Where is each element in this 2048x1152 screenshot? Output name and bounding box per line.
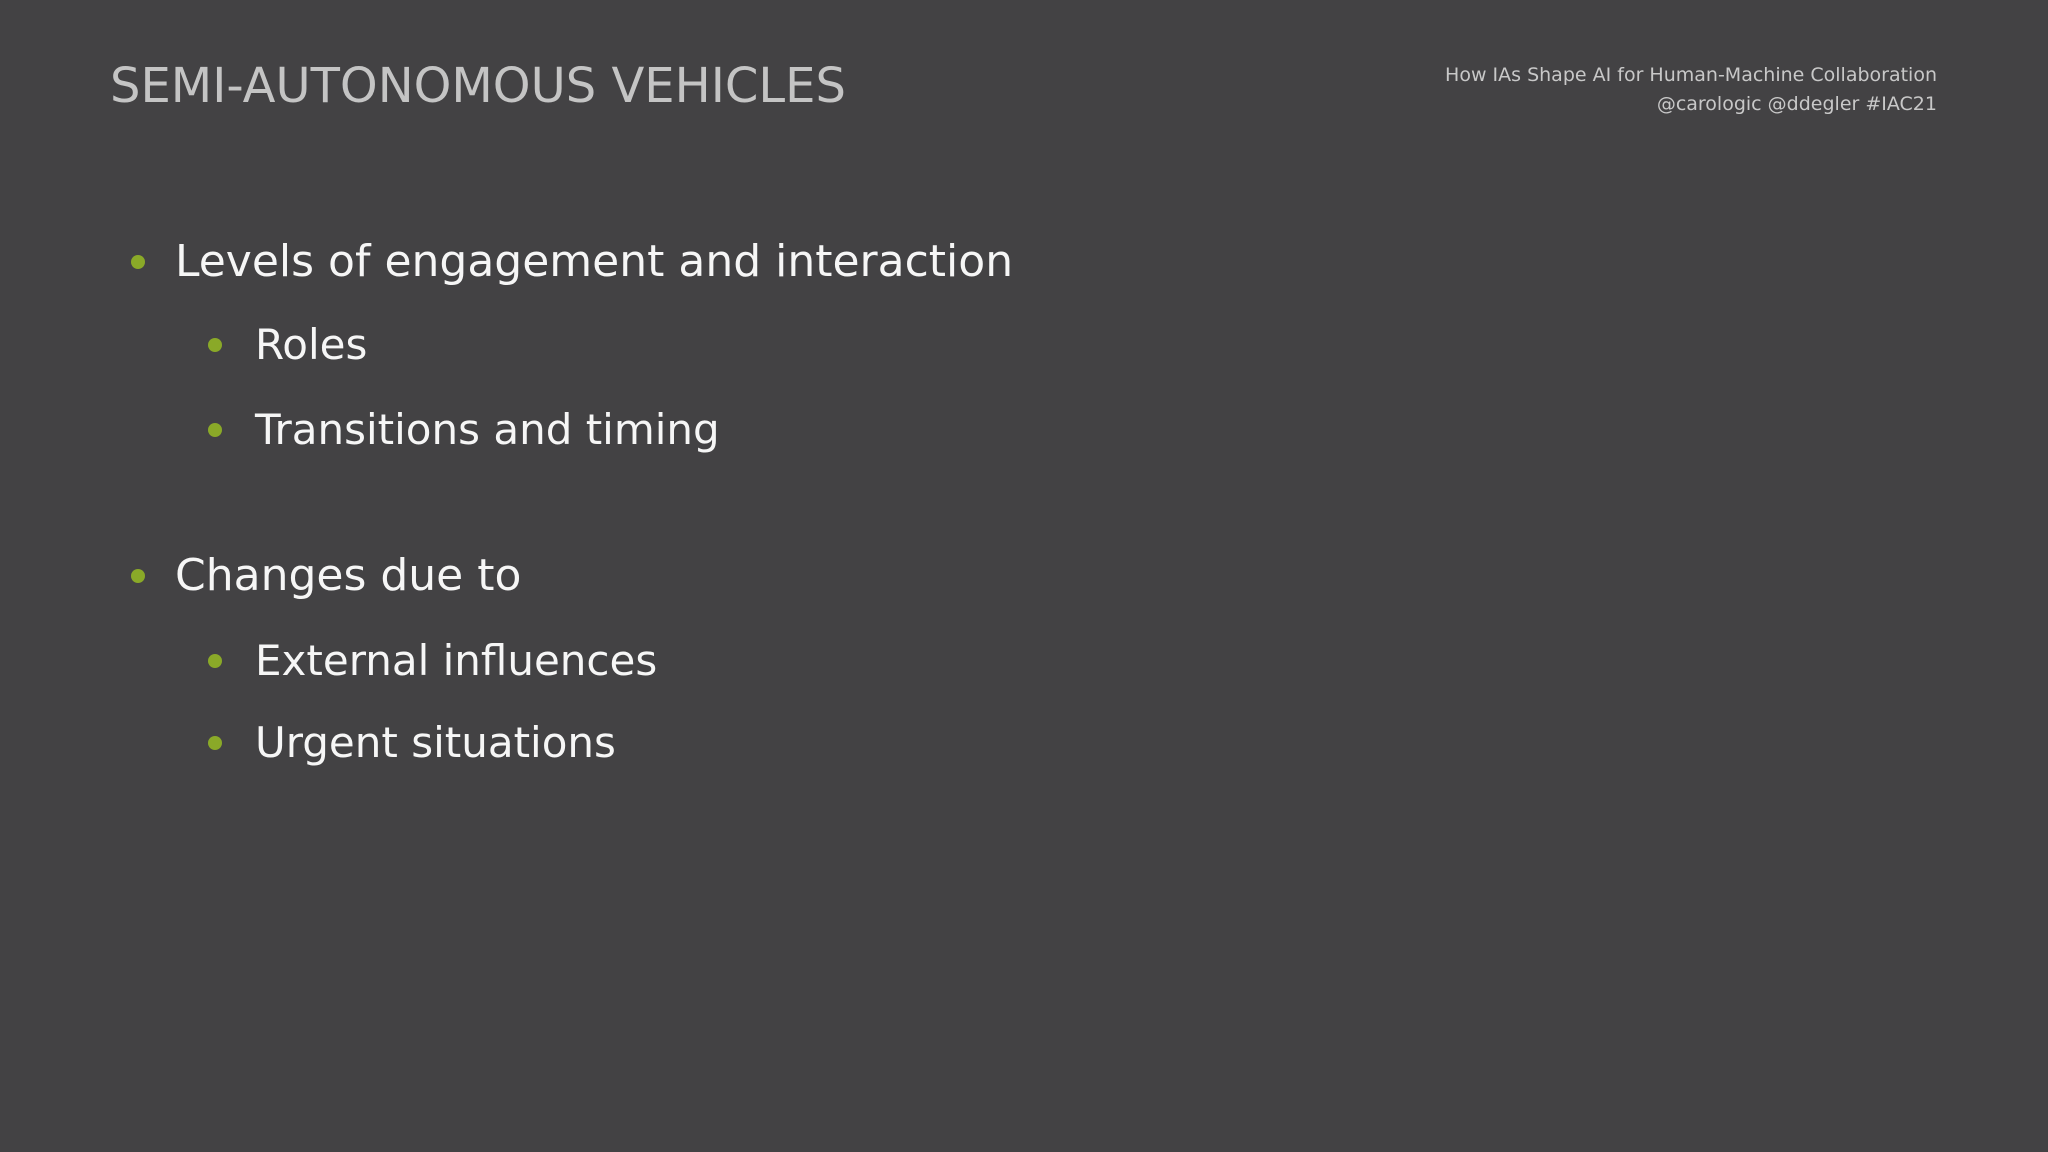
bullet-text: Levels of engagement and interaction	[175, 236, 1014, 287]
bullet-dot-icon	[131, 255, 145, 269]
bullet-item	[131, 236, 1013, 287]
bullet-item	[131, 550, 521, 601]
talk-title: How IAs Shape AI for Human-Machine Collaboration	[1445, 64, 1937, 86]
bullet-dot-icon	[208, 423, 222, 437]
bullet-dot-icon	[208, 654, 222, 668]
slide-title: SEMI-AUTONOMOUS VEHICLES	[110, 58, 846, 114]
sub-bullet-item	[208, 320, 367, 369]
sub-bullet-text: Roles	[255, 320, 368, 369]
sub-bullet-item	[208, 718, 616, 767]
bullet-dot-icon	[208, 736, 222, 750]
sub-bullet-item	[208, 636, 657, 685]
sub-bullet-item	[208, 405, 720, 454]
bullet-text: Changes due to	[175, 550, 522, 601]
sub-bullet-text: External influences	[255, 636, 658, 685]
sub-bullet-text: Urgent situations	[255, 718, 616, 767]
bullet-dot-icon	[208, 338, 222, 352]
social-handles: @carologic @ddegler #IAC21	[1656, 93, 1937, 115]
sub-bullet-text: Transitions and timing	[255, 405, 720, 454]
bullet-dot-icon	[131, 569, 145, 583]
